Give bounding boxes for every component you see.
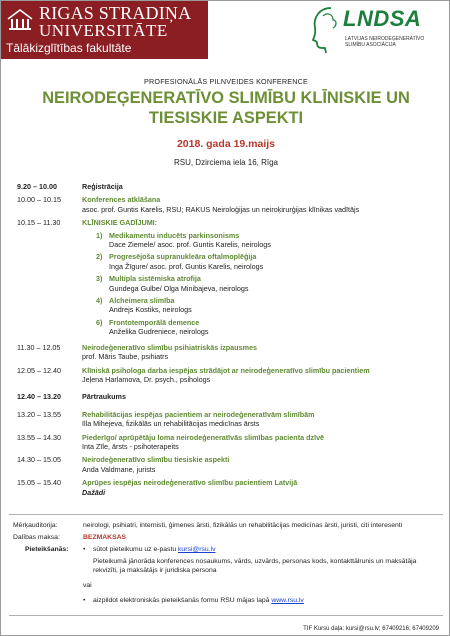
info-section: [13, 521, 443, 605]
case-speaker: Gundega Gulbe/ Olga Minibajeva, neirologs: [109, 283, 249, 293]
lndsa-sub-line1: LATVIJAS NEIRODEĢENERATĪVO: [345, 36, 425, 42]
conference-venue: RSU, Dzirciema iela 16, Rīga: [173, 158, 279, 167]
program-time: 10.00 – 10.15: [17, 195, 61, 205]
program-row-registration: [17, 182, 437, 191]
program-title: Aprūpes iespējas neirodeģeneratīvo slimību pacientiem Latvijā: [82, 478, 298, 488]
info-key: Pieteikšanās:: [25, 546, 69, 553]
program-title: Piederīgo/ aprūpētāju loma neirodeģeneratīvās slimības pacienta dzīvē: [82, 432, 325, 442]
case-speaker: Andrejs Kostiks, neirologs: [109, 305, 192, 315]
lndsa-subtitle: [345, 36, 424, 48]
program-speaker: Anda Valdmane, jurists: [82, 464, 156, 474]
program-speaker: Dažādi: [82, 487, 106, 497]
case-item: [96, 274, 437, 293]
case-number: 1): [96, 230, 103, 240]
program-row-psych: [17, 343, 437, 362]
program-time: 10.15 – 11.30: [17, 218, 61, 228]
apply-email-row: [83, 545, 443, 554]
case-title: Alcheimera slimība: [109, 296, 175, 306]
program-row-clinpsych: [17, 366, 437, 385]
program-label: Reģistrācija: [82, 182, 123, 191]
program-time: 9.20 – 10.00: [17, 182, 57, 191]
footer-contact: TIF Kursu daļa: kursi@rsu.lv; 67409216; 67409209: [303, 626, 439, 632]
program-speaker: asoc. prof. Guntis Karelis, RSU; RAKUS Neiroloģijas un neiroķirurģijas klīnikas vadītājs: [82, 204, 360, 214]
email-link[interactable]: kursi@rsu.lv: [178, 546, 216, 553]
program-row-relatives: [17, 433, 437, 452]
case-title: Progresējoša supranukleāra oftalmoplēģija: [109, 252, 257, 262]
case-title: Medikamentu inducēts parkinsonisms: [109, 230, 240, 240]
conference-date: 2018. gada 19.maijs: [176, 138, 276, 150]
lndsa-sub-line2: SLIMĪBU ASOCIĀCIJA: [345, 42, 396, 48]
program-speaker: Inta Zīle, ārsts - psihoterapeits: [82, 441, 179, 451]
conference-kind: PROFESIONĀLĀS PILNVEIDES KONFERENCE: [144, 77, 308, 86]
program-time: 11.30 – 12.05: [17, 342, 61, 352]
program-time: 15.05 – 15.40: [17, 478, 61, 488]
program-title: KLĪNISKIE GADĪJUMI:: [82, 218, 158, 228]
rsu-logo-banner: [1, 1, 208, 59]
apply-online-prefix: aizpildot elektroniskās pieteikšanās formu RSU mājas lapā: [93, 597, 270, 604]
info-row-apply: [13, 545, 443, 554]
program-row-break: [17, 392, 437, 401]
info-row-audience: [13, 521, 443, 530]
bullet-icon: •: [83, 546, 86, 553]
head-profile-icon: [311, 6, 345, 54]
case-title: Multipla sistēmiska atrofija: [109, 274, 201, 284]
program-speaker: prof. Māris Taube, psihiatrs: [82, 352, 169, 362]
apply-note: Pieteikumā jānorāda konferences nosaukums, vārds, uzvārds, personas kods, kontakttālrunis un maksātāja rekvizīti, ja maksātājs ir juridiska persona: [93, 558, 417, 574]
case-number: 4): [96, 296, 103, 306]
case-item: [96, 252, 437, 271]
case-title: Frontotemporālā demence: [109, 317, 200, 327]
case-speaker: Inga Žīgure/ asoc. prof. Guntis Karelis, neirologs: [109, 261, 264, 271]
program-row-legal: [17, 455, 437, 474]
rsu-name-line2: UNIVERSITĀTE: [39, 21, 168, 40]
program-time: 13.55 – 14.30: [17, 432, 61, 442]
program-speaker: Illa Mihejeva, fizikālās un rehabilitācijas medicīnas ārsts: [82, 419, 260, 429]
program-schedule: [17, 182, 437, 497]
case-speaker: Anželika Gudreniece, neirologs: [109, 327, 209, 337]
program-title: Neirodeģeneratīvo slimību psihiatriskās izpausmes: [82, 342, 257, 352]
case-item: [96, 231, 437, 250]
case-number: 3): [96, 274, 103, 284]
program-title: Klīniskā psihologa darba iespējas strādājot ar neirodeģeneratīvo slimību pacientiem: [82, 365, 370, 375]
apply-email-prefix: sūtot pieteikumu uz e-pastu: [93, 546, 177, 553]
info-key: Dalības maksa:: [13, 534, 60, 541]
rsu-crest-icon: [7, 7, 33, 31]
info-value: BEZMAKSAS: [83, 534, 127, 541]
website-link[interactable]: www.rsu.lv: [271, 597, 304, 604]
info-row-fee: [13, 533, 443, 542]
cases-list: [96, 231, 437, 337]
or-text: vai: [83, 582, 92, 589]
program-row-care: [17, 478, 437, 497]
bullet-icon: •: [83, 597, 86, 604]
case-number: 6): [96, 317, 103, 327]
program-time: 13.20 – 13.55: [17, 409, 61, 419]
program-row-opening: [17, 195, 437, 214]
lndsa-title: LNDSA: [343, 6, 422, 31]
faculty-name: Tālākizglītības fakultāte: [6, 41, 132, 55]
conference-title: [1, 88, 450, 128]
info-key: Mērķauditorija:: [13, 522, 58, 529]
info-value: neirologi, psihiatri, internisti, ģimenes ārsti, fizikālās un rehabilitācijas medicīnas ārsti, juristi, citi interesenti: [83, 522, 403, 529]
case-item: [96, 296, 437, 315]
program-label: Pārtraukums: [82, 392, 126, 402]
program-speaker: Jeļena Harlamova, Dr. psych., psihologs: [82, 374, 211, 384]
program-title: Rehabilitācijas iespējas pacientiem ar neirodeģeneratīvām slimībām: [82, 409, 315, 419]
conference-title-line1: NEIRODEĢENERATĪVO SLIMĪBU KLĪNISKIE UN: [42, 89, 410, 107]
program-row-rehab: [17, 410, 437, 429]
program-time: 12.05 – 12.40: [17, 365, 61, 375]
program-time: 12.40 – 13.20: [17, 392, 61, 402]
program-row-cases: [17, 218, 437, 336]
conference-title-line2: TIESISKIE ASPEKTI: [148, 109, 304, 127]
section-divider: [9, 514, 443, 515]
apply-online-row: [83, 596, 443, 605]
rsu-name-line1: RIGAS STRADIŅA: [39, 3, 192, 23]
case-speaker: Dace Ziemele/ asoc. prof. Guntis Karelis, neirologs: [109, 240, 271, 250]
program-title: Neirodeģeneratīvo slimību tiesiskie aspekti: [82, 455, 230, 465]
lndsa-logo: [311, 4, 431, 60]
program-time: 14.30 – 15.05: [17, 455, 61, 465]
case-item: [96, 318, 437, 337]
case-number: 2): [96, 252, 103, 262]
program-title: Konferences atklāšana: [82, 195, 161, 205]
footer-divider: [9, 615, 443, 616]
